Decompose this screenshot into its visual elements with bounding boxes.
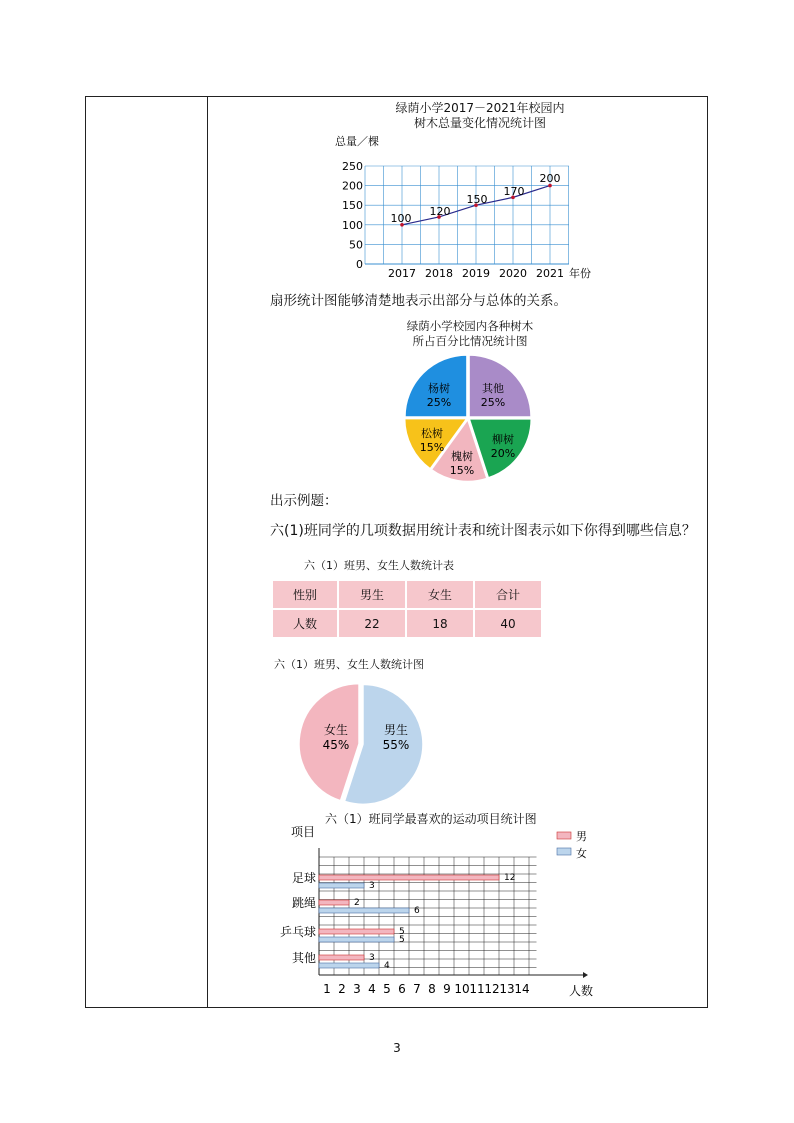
gender-pie-chart — [298, 682, 426, 792]
trees-pie-title — [380, 319, 560, 349]
table-row — [273, 610, 541, 637]
data-label: 120 — [429, 205, 451, 218]
data-label: 100 — [390, 212, 412, 225]
example-heading: 出示例题： — [270, 493, 338, 509]
y-tick: 0 — [356, 258, 363, 271]
bar-value-label: 2 — [354, 898, 360, 908]
pie-label-pct: 25% — [426, 396, 452, 409]
line-chart-title-line1: 绿荫小学2017－2021年校园内 — [395, 101, 565, 115]
trees-pie-title-line2: 所占百分比情况统计图 — [412, 334, 528, 348]
table-row — [273, 581, 541, 608]
line-chart — [330, 130, 600, 285]
data-label: 150 — [466, 193, 488, 206]
page-number: 3 — [393, 1041, 401, 1055]
bar-chart-y-label: 项目 — [291, 825, 316, 839]
bar-value-label: 3 — [369, 953, 375, 963]
line-chart-title-line2: 树木总量变化情况统计图 — [413, 116, 546, 130]
bar-value-label: 4 — [384, 961, 390, 971]
table-cell: 合计 — [475, 581, 541, 608]
pie-label-name: 松树 — [421, 427, 443, 440]
x-tick: 12 — [484, 982, 500, 996]
bar-value-label: 3 — [369, 881, 375, 891]
category-label: 跳绳 — [291, 896, 316, 910]
bar — [319, 937, 394, 942]
bar — [319, 908, 409, 913]
pie-label-name: 柳树 — [492, 433, 514, 446]
bar-chart — [279, 820, 615, 1002]
pie-label-pct: 45% — [322, 738, 350, 752]
x-tick: 1 — [323, 982, 331, 996]
pie-intro-text: 扇形统计图能够清楚地表示出部分与总体的关系。 — [270, 293, 567, 309]
bar — [319, 883, 364, 888]
x-tick: 4 — [368, 982, 376, 996]
bar-value-label: 5 — [399, 927, 405, 937]
data-label: 200 — [539, 172, 561, 185]
pie-label-pct: 55% — [382, 738, 410, 752]
pie-label-pct: 25% — [480, 396, 506, 409]
y-tick: 50 — [349, 238, 363, 252]
legend-label-boys: 男 — [576, 830, 587, 843]
bar-value-label: 5 — [399, 935, 405, 945]
legend-swatch-boys — [557, 832, 571, 839]
x-tick: 2020 — [499, 267, 527, 280]
bar — [319, 963, 379, 968]
legend-swatch-girls — [557, 848, 571, 855]
x-axis-arrow — [583, 972, 588, 978]
bar — [319, 900, 349, 905]
line-chart-x-label: 年份 — [569, 267, 591, 280]
pie-label-name: 槐树 — [451, 450, 473, 463]
x-tick: 13 — [499, 982, 515, 996]
x-tick: 7 — [413, 982, 421, 996]
pie-label-pct: 15% — [419, 441, 445, 454]
stats-table-caption: 六（1）班男、女生人数统计表 — [304, 559, 454, 572]
legend-label-girls: 女 — [576, 847, 587, 860]
trees-pie-title-line1: 绿荫小学校园内各种树木 — [406, 319, 534, 333]
question-text: 六(1)班同学的几项数据用统计表和统计图表示如下你得到哪些信息？ — [270, 523, 696, 539]
pie-label-name: 杨树 — [428, 382, 450, 395]
bar — [319, 929, 394, 934]
line-chart-y-label: 总量／棵 — [335, 135, 379, 148]
x-tick: 10 — [454, 982, 470, 996]
y-tick: 100 — [342, 218, 363, 232]
bar-chart-title: 六（1）班同学最喜欢的运动项目统计图 — [325, 812, 537, 826]
table-cell: 40 — [475, 610, 541, 637]
category-label: 其他 — [291, 951, 316, 965]
gender-pie-title: 六（1）班男、女生人数统计图 — [274, 658, 424, 671]
bar-value-label: 6 — [414, 906, 420, 916]
table-cell: 人数 — [273, 610, 337, 637]
table-column-divider — [207, 96, 208, 1008]
x-tick: 2021 — [536, 267, 564, 280]
y-tick: 250 — [342, 160, 363, 173]
x-tick: 6 — [398, 982, 406, 996]
x-tick: 14 — [514, 982, 530, 996]
stats-table — [271, 579, 543, 639]
category-label: 足球 — [291, 871, 316, 885]
bar — [319, 955, 364, 960]
table-cell: 男生 — [339, 581, 405, 608]
data-label: 170 — [503, 185, 525, 198]
trees-pie-chart — [400, 350, 540, 490]
y-tick: 150 — [342, 199, 363, 213]
table-cell: 18 — [407, 610, 473, 637]
pie-label-pct: 15% — [449, 464, 475, 477]
pie-label-name: 女生 — [323, 723, 349, 737]
x-tick: 2019 — [462, 267, 490, 280]
x-tick: 3 — [353, 982, 361, 996]
x-tick: 9 — [443, 982, 451, 996]
x-tick: 2 — [338, 982, 346, 996]
line-chart-title — [360, 101, 600, 131]
x-tick: 11 — [469, 982, 485, 996]
bar-chart-x-label: 人数 — [569, 984, 594, 998]
x-tick: 5 — [383, 982, 391, 996]
pie-label-name: 男生 — [383, 723, 409, 737]
y-tick: 200 — [342, 179, 363, 193]
table-cell: 22 — [339, 610, 405, 637]
x-tick: 8 — [428, 982, 436, 996]
bar-value-label: 12 — [504, 873, 516, 883]
table-cell: 性别 — [273, 581, 337, 608]
pie-label-name: 其他 — [482, 382, 504, 395]
bar — [319, 875, 499, 880]
table-cell: 女生 — [407, 581, 473, 608]
category-label: 乒乓球 — [279, 925, 316, 939]
x-tick: 2018 — [425, 267, 453, 280]
x-tick: 2017 — [388, 267, 416, 280]
pie-label-pct: 20% — [490, 447, 516, 460]
